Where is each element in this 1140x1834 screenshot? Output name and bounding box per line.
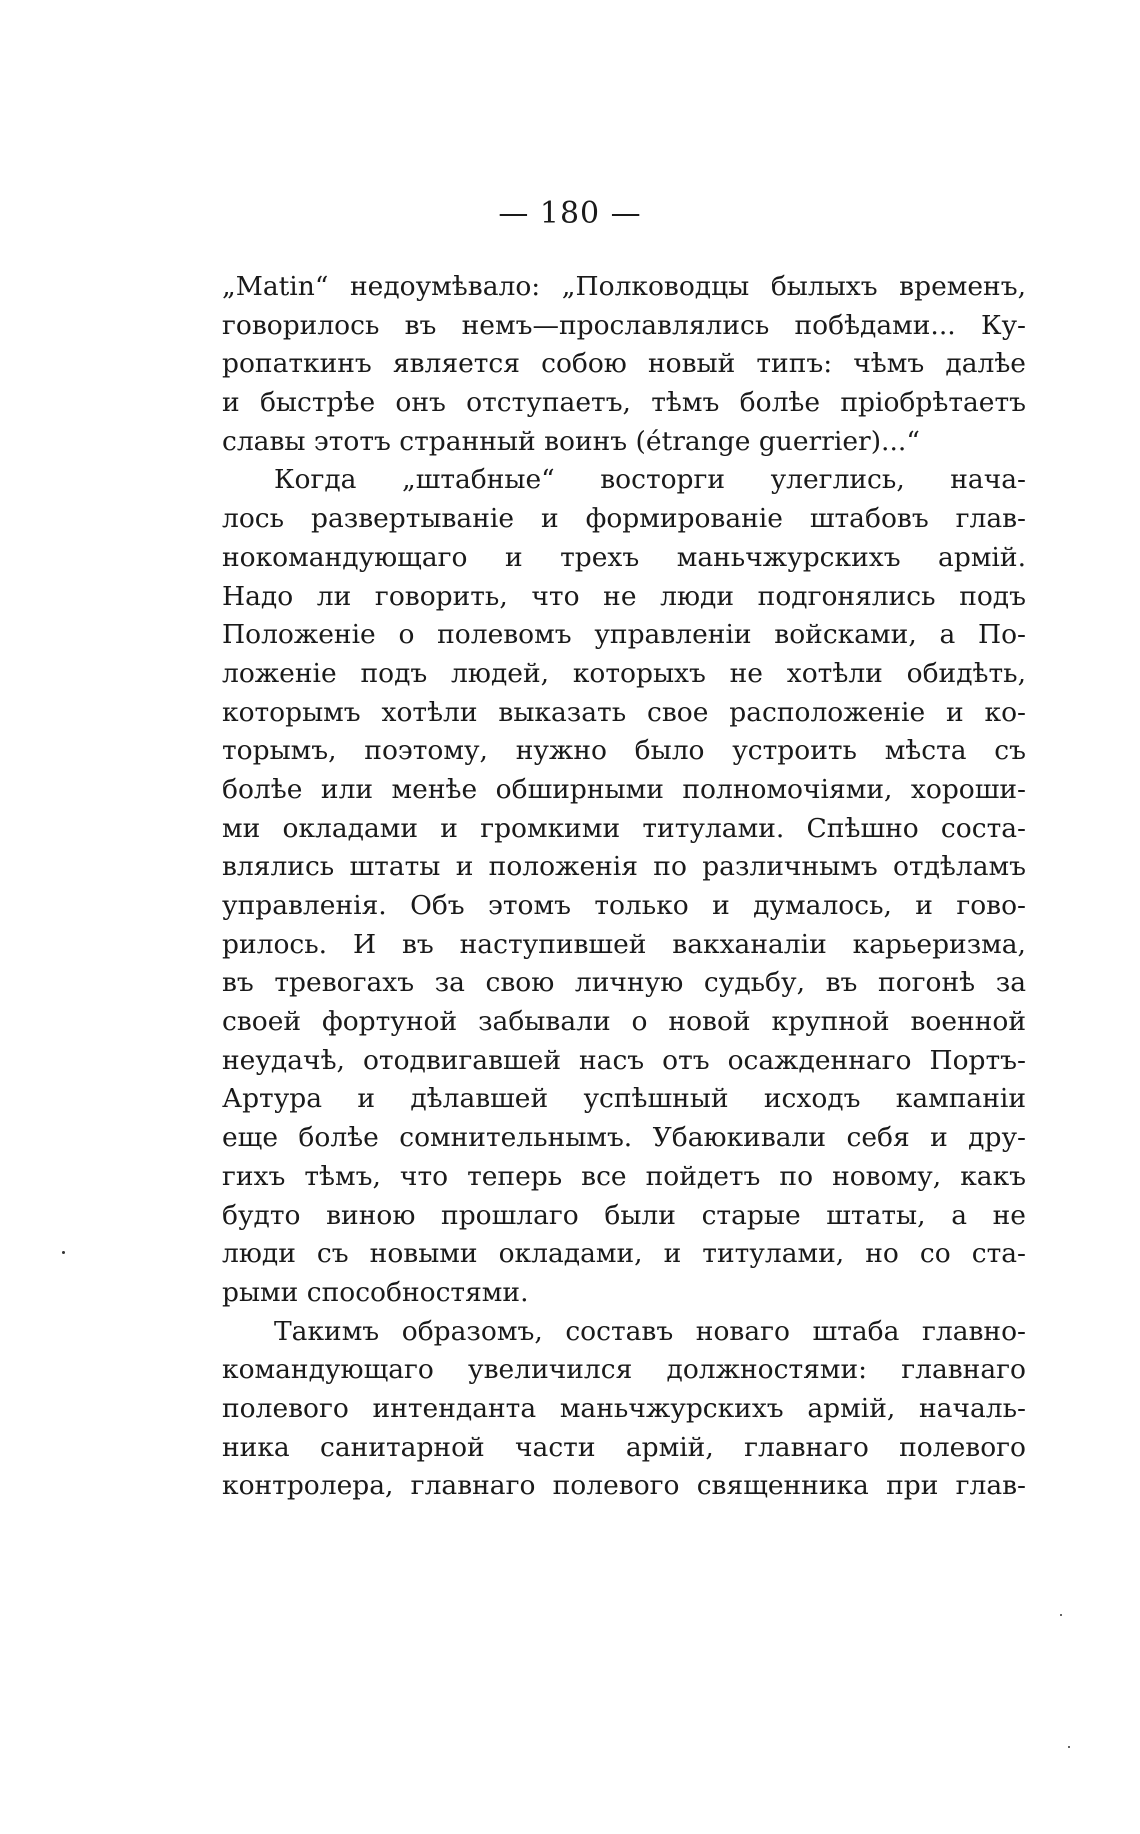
text-line: болѣе или менѣе обширными полномочіями, хороши- (222, 773, 1026, 805)
text-line: рилось. И въ наступившей вакханаліи карьеризма, (222, 928, 1026, 960)
text-line: еще болѣе сомнительнымъ. Убаюкивали себя и дру- (222, 1122, 1026, 1154)
text-line: ропаткинъ является собою новый типъ: чѣмъ далѣе (222, 348, 1026, 380)
text-line: ми окладами и громкими титулами. Спѣшно соста- (222, 812, 1026, 844)
text-line: говорилось въ немъ—прославлялись побѣдами... Ку- (222, 309, 1026, 341)
text-line: полевого интенданта маньчжурскихъ армій, началь- (222, 1392, 1026, 1424)
text-line: въ тревогахъ за свою личную судьбу, въ погонѣ за (222, 967, 1026, 999)
text-line: неудачѣ, отодвигавшей насъ отъ осажденнаго Портъ- (222, 1044, 1026, 1076)
text-line: рыми способностями. (222, 1276, 529, 1308)
text-line: лось развертываніе и формированіе штабовъ глав- (222, 503, 1026, 535)
text-line: которымъ хотѣли выказать свое расположеніе и ко- (222, 696, 1026, 728)
body-text (222, 268, 1026, 1506)
page-number: — 180 — (498, 196, 642, 231)
text-line: влялись штаты и положенія по различнымъ отдѣламъ (222, 851, 1026, 883)
text-line: будто виною прошлаго были старые штаты, а не (222, 1199, 1026, 1231)
text-line: Надо ли говорить, что не люди подгонялись подъ (222, 580, 1026, 612)
scan-speck (1068, 1746, 1070, 1748)
scan-speck (1060, 1614, 1062, 1616)
text-line: славы этотъ странный воинъ (étrange guerrier)...“ (222, 425, 920, 457)
text-line: нокомандующаго и трехъ маньчжурскихъ армій. (222, 541, 1026, 573)
text-line: Когда „штабные“ восторги улеглись, нача- (274, 464, 1026, 496)
text-line: управленія. Объ этомъ только и думалось, и гово- (222, 890, 1026, 921)
text-line: гихъ тѣмъ, что теперь все пойдетъ по новому, какъ (222, 1160, 1026, 1192)
text-line: контролера, главнаго полевого священника при глав- (222, 1470, 1026, 1502)
scan-speck (62, 1251, 65, 1254)
text-line: люди съ новыми окладами, и титулами, но со ста- (222, 1238, 1026, 1270)
text-line: командующаго увеличился должностями: главнаго (222, 1354, 1026, 1386)
text-line: ложеніе подъ людей, которыхъ не хотѣли обидѣть, (222, 657, 1026, 689)
text-line: „Matin“ недоумѣвало: „Полководцы былыхъ временъ, (222, 271, 1026, 302)
text-line: ника санитарной части армій, главнаго полевого (222, 1431, 1026, 1463)
text-line: Такимъ образомъ, составъ новаго штаба главно- (274, 1315, 1026, 1347)
text-line: Артура и дѣлавшей успѣшный исходъ кампаніи (222, 1083, 1026, 1115)
text-line: своей фортуной забывали о новой крупной военной (222, 1006, 1026, 1038)
text-line: торымъ, поэтому, нужно было устроить мѣста съ (222, 735, 1026, 767)
text-line: и быстрѣе онъ отступаетъ, тѣмъ болѣе пріобрѣтаетъ (222, 387, 1026, 419)
text-line: Положеніе о полевомъ управленіи войсками, а По- (222, 619, 1026, 651)
